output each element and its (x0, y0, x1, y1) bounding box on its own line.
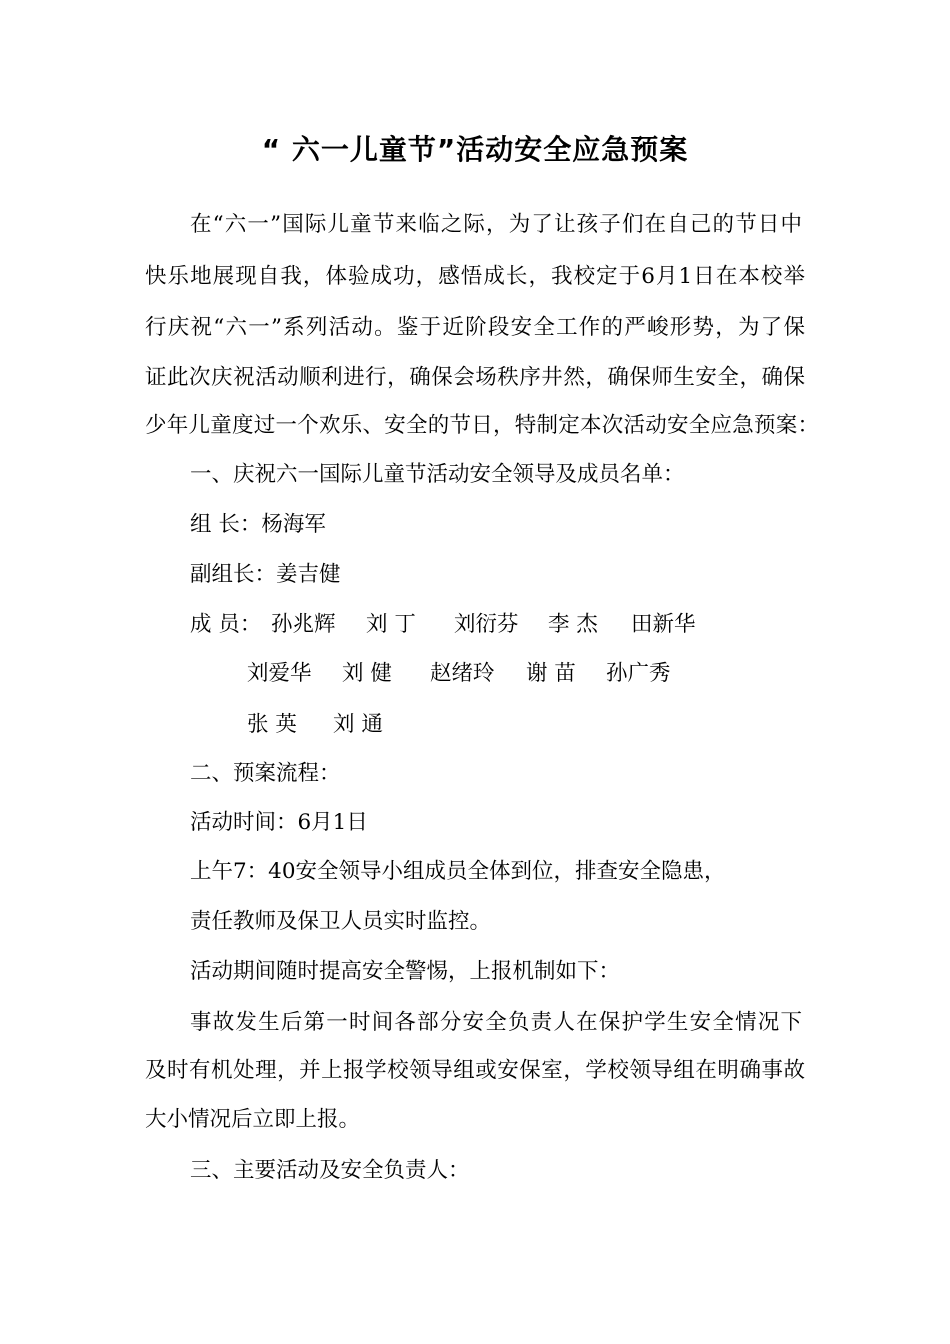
section3-heading: 三、主要活动及安全负责人： (190, 1158, 470, 1183)
members-row-2 (0, 659, 950, 689)
member-name: 李 杰 (548, 612, 598, 637)
report-line-1: 事故发生后第一时间各部分安全负责人在保护学生安全情况下 (190, 1010, 802, 1035)
member-name: 张 英 (247, 712, 297, 737)
morning-line: 上午7：40安全领导小组成员全体到位，排查安全隐患， (190, 859, 726, 884)
member-name: 刘衍芬 (454, 612, 519, 637)
member-name: 田新华 (631, 612, 696, 637)
intro-line-1: 在“六一”国际儿童节来临之际，为了让孩子们在自己的节日中 (190, 212, 802, 237)
alert-line: 活动期间随时提高安全警惕，上报机制如下： (190, 959, 621, 984)
intro-line-3: 行庆祝“六一”系列活动。鉴于近阶段安全工作的严峻形势，为了保 (145, 315, 805, 340)
member-name: 孙兆辉 (271, 612, 336, 637)
member-name: 刘 通 (333, 712, 383, 737)
section1-heading: 一、庆祝六一国际儿童节活动安全领导及成员名单： (190, 462, 685, 487)
members-row-1 (0, 610, 950, 640)
report-line-3: 大小情况后立即上报。 (145, 1107, 361, 1132)
intro-line-2: 快乐地展现自我，体验成功，感悟成长，我校定于6月1日在本校举 (145, 264, 805, 289)
member-name: 谢 苗 (526, 661, 576, 686)
members-label: 成 员： (190, 612, 262, 637)
deputy-leader-line: 副组长：姜吉健 (190, 562, 341, 587)
report-line-2: 及时有机处理，并上报学校领导组或安保室，学校领导组在明确事故 (145, 1058, 805, 1083)
document-title: “ 六一儿童节”活动安全应急预案 (261, 133, 689, 166)
section2-heading: 二、预案流程： (190, 761, 341, 786)
member-name: 刘爱华 (247, 661, 312, 686)
activity-time-line: 活动时间：6月1日 (190, 810, 368, 835)
intro-line-5: 少年儿童度过一个欢乐、安全的节日，特制定本次活动安全应急预案： (145, 413, 819, 438)
intro-line-4: 证此次庆祝活动顺利进行，确保会场秩序井然，确保师生安全，确保 (145, 365, 805, 390)
member-name: 孙广秀 (606, 661, 671, 686)
member-name: 赵绪玲 (430, 661, 495, 686)
members-row-3 (0, 710, 950, 740)
member-name: 刘 丁 (366, 612, 416, 637)
leader-line: 组 长：杨海军 (190, 512, 326, 537)
monitor-line: 责任教师及保卫人员实时监控。 (190, 909, 492, 934)
member-name: 刘 健 (342, 661, 392, 686)
